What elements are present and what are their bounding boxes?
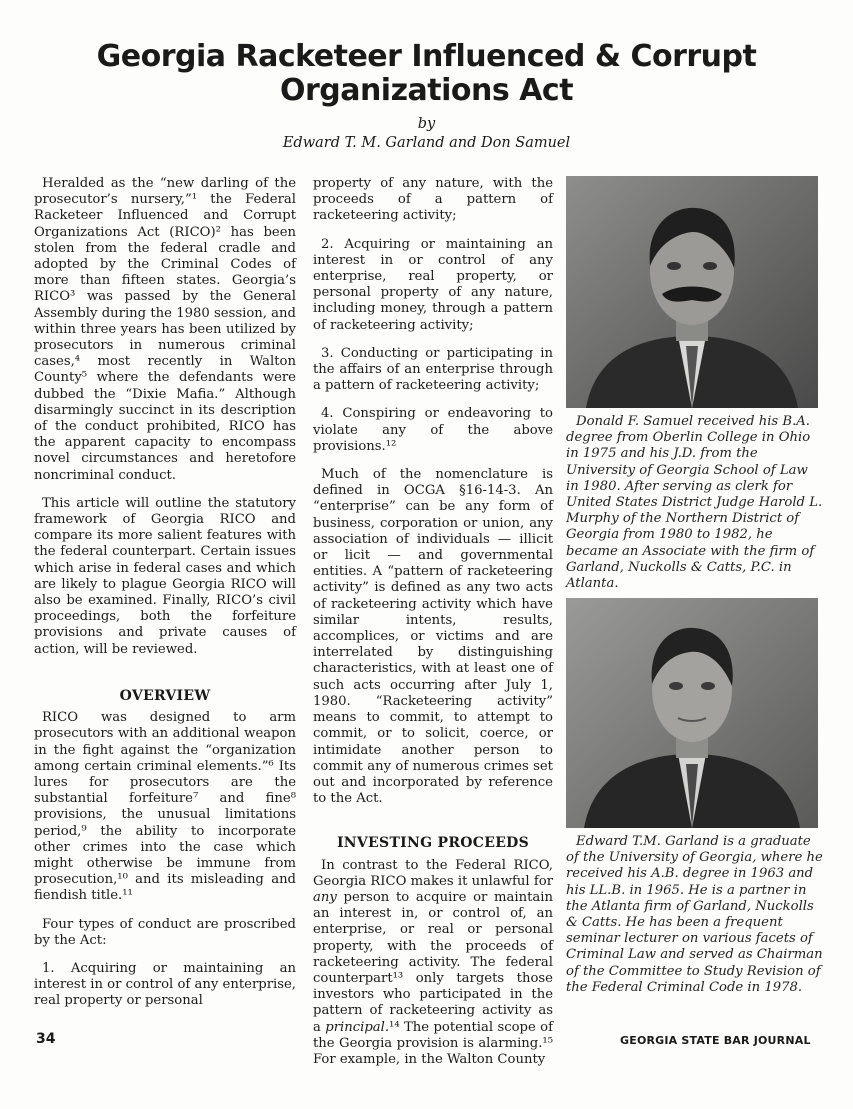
page-number: 34 (36, 1031, 56, 1047)
paragraph: Much of the nomenclature is defined in OCGA §16-14-3. An “enterprise” can be any form of business, corporation or union, any association of individuals — illicit or licit — and governmental entities. A “pattern of racketeering activity” is defined as any two acts of racketeering activity which have similar intents, results, accomplices, or victims and are interrelated by distinguishing characteristics, with at least one of such acts occurring after July 1, 1980. “Racketeering activity” means to commit, to attempt to commit, or to solicit, coerce, or intimidate another person to commit any of numerous crimes set out and incorporated by reference to the Act. (313, 467, 553, 807)
paragraph: This article will outline the statutory framework of Georgia RICO and compare its more salient features with the federal counterpart. Certain issues which arise in federal cases and which are likely to plague Georgia RICO will also be examined. Finally, RICO’s civil proceedings, both the forfeiture provisions and private causes of action, will be reviewed. (34, 495, 296, 657)
title-line-2: Organizations Act (279, 73, 574, 108)
paragraph: RICO was designed to arm prosecutors with an additional weapon in the fight against the “organization among certain criminal elements.”⁶ Its lures for prosecutors are the substantial forfeiture⁷ and fine⁸ provisions, the unusual limitations period,⁹ the ability to incorporate other crimes into the case which might otherwise be immune from prosecution,¹⁰ and its misleading and fiendish title.¹¹ (34, 710, 296, 904)
caption-garland: Edward T.M. Garland is a graduate of the University of Georgia, where he received his A.B. degree in 1963 and his LL.B. in 1965. He is a partner in the Atlanta firm of Garland, Nuckolls & Catts. He has been a frequent seminar lecturer on various facets of Criminal Law and served as Chairman of the Committee to Study Revision of the Federal Criminal Code in 1978. (566, 834, 823, 995)
caption-samuel: Donald F. Samuel received his B.A. degree from Oberlin College in Ohio in 1975 and his J.D. from the University of Georgia School of Law in 1980. After serving as clerk for United States District Judge Harold L. Murphy of the Northern District of Georgia from 1980 to 1982, he became an Associate with the firm of Garland, Nuckolls & Catts, P.C. in Atlanta. (566, 414, 823, 592)
paragraph: 1. Acquiring or maintaining an interest in or control of any enterprise, real property or personal (34, 960, 296, 1009)
paragraph: Four types of conduct are proscribed by the Act: (34, 916, 296, 948)
journal-name: GEORGIA STATE BAR JOURNAL (620, 1034, 811, 1047)
paragraph: property of any nature, with the proceeds of a pattern of racketeering activity; (313, 176, 553, 224)
portrait-photo-icon (566, 598, 818, 828)
byline-authors: Edward T. M. Garland and Don Samuel (282, 135, 571, 151)
portrait-photo-garland (566, 598, 818, 828)
section-heading-overview: OVERVIEW (119, 687, 211, 704)
section-heading-investing-proceeds: INVESTING PROCEEDS (336, 835, 530, 852)
title-line-1: Georgia Racketeer Influenced & Corrupt (96, 39, 757, 74)
paragraph: 4. Conspiring or endeavoring to violate any of the above provisions.¹² (313, 406, 553, 454)
paragraph: 2. Acquiring or maintaining an interest in or control of any enterprise, real property, or personal property of any nature, including money, through a pattern of racketeering activity; (313, 236, 553, 333)
paragraph: In contrast to the Federal RICO, Georgia RICO makes it unlawful for any person to acquire or maintain an interest in, or control of, an enterprise, or real or personal property, with the proceeds of racketeering activity. The federal counterpart¹³ only targets those investors who participated in the pattern of racketeering activity as a principal.¹⁴ The potential scope of the Georgia provision is alarming.¹⁵ For example, in the Walton County (313, 857, 554, 1067)
column-2 (313, 176, 553, 1080)
byline-by: by (417, 116, 436, 132)
paragraph: Heralded as the “new darling of the prosecutor’s nursery,”¹ the Federal Racketeer Influenced and Corrupt Organizations Act (RICO)² has been stolen from the federal cradle and adopted by the Criminal Codes of more than fifteen states. Georgia’s RICO³ was passed by the General Assembly during the 1980 session, and within three years has been utilized by prosecutors in numerous criminal cases,⁴ most recently in Walton County⁵ where the defendants were dubbed the “Dixie Mafia.” Although disarmingly succinct in its description of the conduct prohibited, RICO has the apparent capacity to encompass novel circumstances and heretofore noncriminal conduct. (34, 176, 296, 483)
column-1 (34, 176, 296, 1022)
portrait-photo-samuel (566, 176, 818, 408)
portrait-photo-icon (566, 176, 818, 408)
paragraph: 3. Conducting or participating in the affairs of an enterprise through a pattern of racketeering activity; (313, 345, 553, 394)
article-title (0, 40, 853, 108)
